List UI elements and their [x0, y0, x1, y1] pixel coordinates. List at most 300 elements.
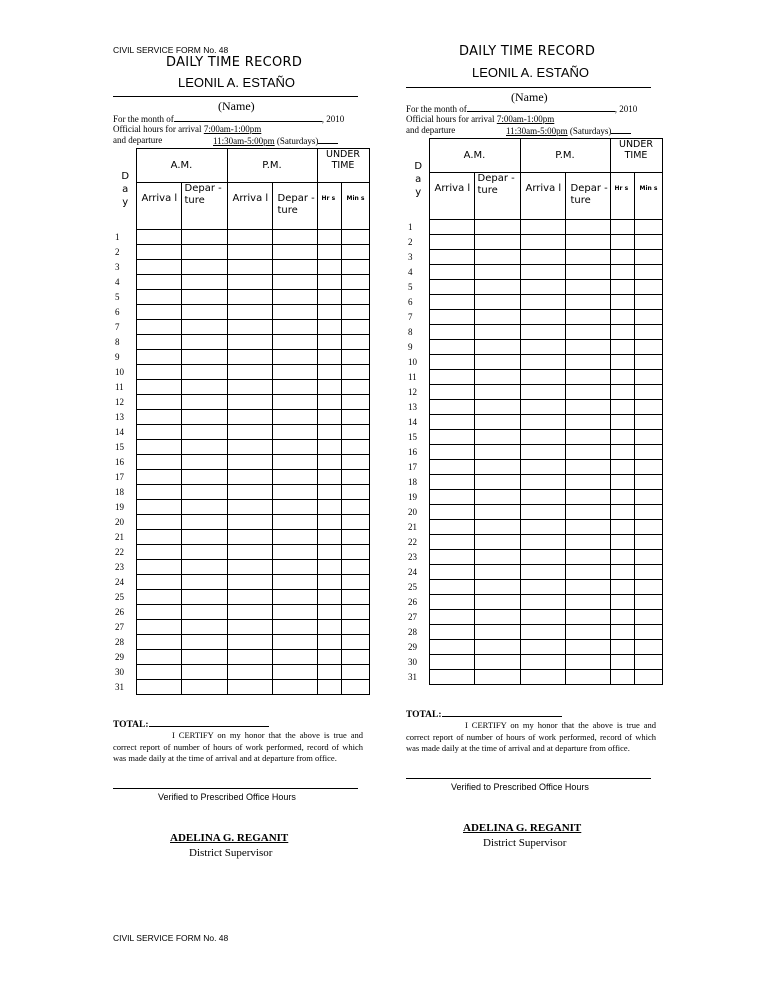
day-number: 9 — [115, 352, 120, 362]
table-row — [406, 370, 662, 385]
day-number: 1 — [115, 232, 120, 242]
undertime-mins-cell[interactable] — [634, 550, 662, 565]
day-header: D a y — [121, 170, 130, 208]
undertime-mins-cell[interactable] — [634, 595, 662, 610]
pm-departure-cell[interactable] — [565, 625, 610, 640]
table-row — [406, 475, 662, 490]
undertime-hrs-cell[interactable] — [610, 505, 634, 520]
pm-arrival-cell[interactable] — [520, 505, 565, 520]
day-number: 23 — [408, 552, 417, 562]
undertime-hrs-cell[interactable] — [610, 640, 634, 655]
table-row — [406, 340, 662, 355]
am-arrival-cell[interactable] — [429, 550, 474, 565]
undertime-hrs-cell[interactable] — [610, 310, 634, 325]
pm-departure-cell[interactable] — [565, 355, 610, 370]
am-departure-cell[interactable] — [474, 595, 520, 610]
day-number: 27 — [115, 622, 124, 632]
day-number: 16 — [115, 457, 124, 467]
day-number: 31 — [408, 672, 417, 682]
pm-arrival-cell[interactable] — [520, 520, 565, 535]
day-number: 12 — [115, 397, 124, 407]
day-number: 29 — [408, 642, 417, 652]
undertime-mins-cell[interactable] — [634, 385, 662, 400]
day-number: 12 — [408, 387, 417, 397]
undertime-mins-cell[interactable] — [634, 280, 662, 295]
am-departure-cell[interactable] — [474, 325, 520, 340]
departure-row — [506, 125, 631, 136]
undertime-hrs-cell[interactable] — [610, 415, 634, 430]
undertime-hrs-cell[interactable] — [610, 265, 634, 280]
table-row — [406, 460, 662, 475]
table-row — [406, 535, 662, 550]
table-row — [406, 355, 662, 370]
departure-label: and departure — [406, 125, 456, 135]
undertime-mins-cell[interactable] — [634, 520, 662, 535]
verified-label: Verified to Prescribed Office Hours — [451, 782, 589, 792]
departure-label: and departure — [113, 135, 163, 145]
undertime-hrs-cell[interactable] — [610, 610, 634, 625]
table-row — [406, 640, 662, 655]
undertime-hrs-cell[interactable] — [610, 535, 634, 550]
undertime-mins-cell[interactable] — [634, 340, 662, 355]
day-number: 1 — [408, 222, 413, 232]
table-row — [406, 445, 662, 460]
am-departure-cell[interactable] — [474, 220, 520, 235]
pm-departure-header: Depar -ture — [272, 183, 317, 230]
am-arrival-cell[interactable] — [429, 610, 474, 625]
am-arrival-cell[interactable] — [429, 310, 474, 325]
undertime-mins-cell[interactable] — [634, 445, 662, 460]
am-departure-header: Depar - ture — [181, 183, 227, 230]
am-arrival-cell[interactable] — [429, 415, 474, 430]
am-arrival-cell[interactable] — [429, 430, 474, 445]
undertime-mins-cell[interactable] — [634, 370, 662, 385]
pm-arrival-cell[interactable] — [520, 235, 565, 250]
am-arrival-cell[interactable] — [429, 280, 474, 295]
day-number: 5 — [115, 292, 120, 302]
pm-departure-cell[interactable] — [565, 460, 610, 475]
undertime-mins-cell[interactable] — [634, 220, 662, 235]
pm-arrival-cell[interactable] — [520, 595, 565, 610]
pm-arrival-cell[interactable] — [520, 325, 565, 340]
am-departure-cell[interactable] — [474, 310, 520, 325]
dtr-rows — [406, 220, 662, 685]
table-row — [406, 670, 662, 685]
pm-departure-cell[interactable] — [565, 655, 610, 670]
am-arrival-cell[interactable] — [429, 295, 474, 310]
table-row — [406, 490, 662, 505]
undertime-hrs-cell[interactable] — [610, 475, 634, 490]
table-row — [406, 550, 662, 565]
pm-departure-cell[interactable] — [565, 490, 610, 505]
am-departure-header: Depar - ture — [474, 173, 520, 220]
pm-departure-cell[interactable] — [565, 340, 610, 355]
table-row — [406, 520, 662, 535]
pm-arrival-cell[interactable] — [520, 550, 565, 565]
undertime-mins-cell[interactable] — [634, 265, 662, 280]
am-arrival-cell[interactable] — [429, 355, 474, 370]
day-number: 28 — [115, 637, 124, 647]
pm-arrival-cell[interactable] — [520, 250, 565, 265]
pm-arrival-cell[interactable] — [520, 385, 565, 400]
day-number: 10 — [115, 367, 124, 377]
undertime-mins-cell[interactable] — [634, 670, 662, 685]
am-arrival-cell[interactable] — [429, 535, 474, 550]
pm-arrival-cell[interactable] — [520, 640, 565, 655]
pm-arrival-cell[interactable] — [520, 265, 565, 280]
pm-arrival-cell[interactable] — [520, 280, 565, 295]
am-arrival-cell[interactable] — [429, 565, 474, 580]
am-departure-cell[interactable] — [474, 385, 520, 400]
am-arrival-cell[interactable] — [429, 475, 474, 490]
day-number: 20 — [115, 517, 124, 527]
am-departure-cell[interactable] — [474, 625, 520, 640]
day-number: 7 — [115, 322, 120, 332]
pm-departure-cell[interactable] — [565, 325, 610, 340]
am-departure-cell[interactable] — [474, 340, 520, 355]
pm-header: P.M. — [520, 139, 610, 173]
footer-form-number: CIVIL SERVICE FORM No. 48 — [113, 933, 229, 943]
undertime-hrs-cell[interactable] — [610, 295, 634, 310]
form-number: CIVIL SERVICE FORM No. 48 — [113, 45, 229, 55]
am-departure-cell[interactable] — [474, 400, 520, 415]
pm-departure-cell[interactable] — [565, 265, 610, 280]
undertime-mins-cell[interactable] — [634, 430, 662, 445]
pm-departure-cell[interactable] — [565, 580, 610, 595]
total-label: TOTAL: — [113, 718, 269, 730]
employee-name: LEONIL A. ESTAÑO — [178, 75, 296, 90]
am-departure-cell[interactable] — [474, 670, 520, 685]
undertime-mins-cell[interactable] — [634, 460, 662, 475]
undertime-hrs-cell[interactable] — [610, 625, 634, 640]
pm-arrival-cell[interactable] — [520, 400, 565, 415]
pm-departure-cell[interactable] — [565, 415, 610, 430]
am-arrival-cell[interactable] — [429, 595, 474, 610]
table-row — [406, 505, 662, 520]
undertime-hrs-cell[interactable] — [610, 655, 634, 670]
hrs-header: Hr s — [317, 183, 341, 230]
total-label: TOTAL: — [406, 708, 562, 720]
am-departure-cell[interactable] — [474, 610, 520, 625]
day-number: 7 — [408, 312, 413, 322]
day-number: 14 — [408, 417, 417, 427]
undertime-header: UNDER TIME — [317, 149, 369, 183]
undertime-hrs-cell[interactable] — [610, 580, 634, 595]
am-departure-cell[interactable] — [474, 550, 520, 565]
undertime-hrs-cell[interactable] — [610, 400, 634, 415]
undertime-mins-cell[interactable] — [634, 475, 662, 490]
mins-header: Min s — [634, 173, 662, 220]
undertime-hrs-cell[interactable] — [610, 445, 634, 460]
form-title: DAILY TIME RECORD — [166, 55, 303, 70]
year-label: , 2010 — [321, 114, 345, 124]
am-arrival-cell[interactable] — [429, 325, 474, 340]
pm-arrival-cell[interactable] — [520, 670, 565, 685]
am-arrival-cell[interactable] — [429, 655, 474, 670]
am-departure-cell[interactable] — [474, 250, 520, 265]
certification-text: I CERTIFY on my honor that the above is true and correct report of number of hours of work performed, record of which was made daily at the time of arrival and at departure from office. — [113, 730, 363, 763]
pm-departure-cell[interactable] — [565, 550, 610, 565]
am-arrival-cell[interactable] — [429, 490, 474, 505]
am-arrival-cell[interactable] — [429, 250, 474, 265]
undertime-hrs-cell[interactable] — [610, 355, 634, 370]
day-number: 30 — [115, 667, 124, 677]
day-number: 26 — [115, 607, 124, 617]
undertime-hrs-cell[interactable] — [610, 550, 634, 565]
undertime-hrs-cell[interactable] — [610, 250, 634, 265]
pm-arrival-cell[interactable] — [520, 370, 565, 385]
pm-arrival-cell[interactable] — [520, 490, 565, 505]
am-departure-cell[interactable] — [474, 490, 520, 505]
am-arrival-cell[interactable] — [429, 670, 474, 685]
table-row — [406, 400, 662, 415]
am-departure-cell[interactable] — [474, 640, 520, 655]
pm-departure-header: Depar -ture — [565, 173, 610, 220]
pm-arrival-cell[interactable] — [520, 535, 565, 550]
table-row — [406, 385, 662, 400]
pm-departure-cell[interactable] — [565, 595, 610, 610]
day-number: 16 — [408, 447, 417, 457]
am-departure-cell[interactable] — [474, 295, 520, 310]
undertime-hrs-cell[interactable] — [610, 520, 634, 535]
day-number: 30 — [408, 657, 417, 667]
undertime-hrs-cell[interactable] — [610, 370, 634, 385]
official-hours-label: Official hours for arrival — [113, 124, 202, 134]
am-departure-cell[interactable] — [474, 355, 520, 370]
pm-arrival-cell[interactable] — [520, 475, 565, 490]
day-number: 11 — [115, 382, 124, 392]
am-arrival-cell[interactable] — [429, 340, 474, 355]
undertime-mins-cell[interactable] — [634, 565, 662, 580]
supervisor-name: ADELINA G. REGANIT — [463, 822, 582, 834]
pm-arrival-cell[interactable] — [520, 460, 565, 475]
undertime-mins-cell[interactable] — [634, 625, 662, 640]
am-departure-cell[interactable] — [474, 430, 520, 445]
am-arrival-cell[interactable] — [429, 220, 474, 235]
undertime-mins-cell[interactable] — [634, 355, 662, 370]
am-departure-cell[interactable] — [474, 415, 520, 430]
undertime-mins-cell[interactable] — [634, 535, 662, 550]
table-row — [406, 265, 662, 280]
pm-departure-cell[interactable] — [565, 640, 610, 655]
pm-departure-cell[interactable] — [565, 505, 610, 520]
am-departure-cell[interactable] — [474, 565, 520, 580]
pm-departure-cell[interactable] — [565, 535, 610, 550]
undertime-mins-cell[interactable] — [634, 415, 662, 430]
table-row — [406, 325, 662, 340]
hrs-header: Hr s — [610, 173, 634, 220]
undertime-hrs-cell[interactable] — [610, 385, 634, 400]
undertime-hrs-cell[interactable] — [610, 565, 634, 580]
am-arrival-cell[interactable] — [429, 460, 474, 475]
pm-arrival-header: Arriva l — [520, 173, 565, 220]
table-row — [406, 235, 662, 250]
am-departure-cell[interactable] — [474, 580, 520, 595]
pm-arrival-cell[interactable] — [520, 220, 565, 235]
pm-departure-cell[interactable] — [565, 610, 610, 625]
saturdays-label: (Saturdays) — [276, 136, 319, 146]
am-arrival-cell[interactable] — [429, 640, 474, 655]
departure-value: 11:30am-5:00pm — [213, 136, 275, 146]
pm-arrival-cell[interactable] — [520, 340, 565, 355]
am-departure-cell[interactable] — [474, 235, 520, 250]
pm-arrival-cell[interactable] — [520, 445, 565, 460]
pm-arrival-cell[interactable] — [520, 355, 565, 370]
day-number: 20 — [408, 507, 417, 517]
undertime-hrs-cell[interactable] — [610, 340, 634, 355]
undertime-hrs-cell[interactable] — [610, 670, 634, 685]
official-hours-value: 7:00am-1:00pm — [203, 124, 262, 134]
signature-line[interactable] — [406, 778, 651, 779]
am-arrival-cell[interactable] — [429, 385, 474, 400]
undertime-mins-cell[interactable] — [634, 640, 662, 655]
pm-arrival-cell[interactable] — [520, 310, 565, 325]
pm-departure-cell[interactable] — [565, 295, 610, 310]
undertime-mins-cell[interactable] — [634, 505, 662, 520]
pm-departure-cell[interactable] — [565, 565, 610, 580]
day-number: 3 — [408, 252, 413, 262]
undertime-mins-cell[interactable] — [634, 490, 662, 505]
table-row — [406, 280, 662, 295]
am-arrival-cell[interactable] — [429, 520, 474, 535]
day-number: 2 — [408, 237, 413, 247]
day-number: 6 — [115, 307, 120, 317]
day-number: 22 — [408, 537, 417, 547]
pm-arrival-cell[interactable] — [520, 580, 565, 595]
pm-arrival-header: Arriva l — [227, 183, 272, 230]
am-departure-cell[interactable] — [474, 655, 520, 670]
pm-departure-cell[interactable] — [565, 385, 610, 400]
day-number: 19 — [408, 492, 417, 502]
table-row — [406, 310, 662, 325]
undertime-mins-cell[interactable] — [634, 655, 662, 670]
pm-departure-cell[interactable] — [565, 310, 610, 325]
mins-header: Min s — [341, 183, 369, 230]
day-number: 15 — [408, 432, 417, 442]
pm-departure-cell[interactable] — [565, 430, 610, 445]
pm-departure-cell[interactable] — [565, 220, 610, 235]
undertime-mins-cell[interactable] — [634, 250, 662, 265]
am-arrival-cell[interactable] — [429, 625, 474, 640]
day-number: 21 — [408, 522, 417, 532]
day-number: 15 — [115, 442, 124, 452]
undertime-hrs-cell[interactable] — [610, 595, 634, 610]
am-arrival-cell[interactable] — [429, 370, 474, 385]
undertime-hrs-cell[interactable] — [610, 280, 634, 295]
undertime-mins-cell[interactable] — [634, 310, 662, 325]
day-number: 24 — [115, 577, 124, 587]
undertime-hrs-cell[interactable] — [610, 490, 634, 505]
undertime-hrs-cell[interactable] — [610, 460, 634, 475]
pm-departure-cell[interactable] — [565, 520, 610, 535]
am-departure-cell[interactable] — [474, 280, 520, 295]
form-title: DAILY TIME RECORD — [459, 44, 596, 59]
verified-label: Verified to Prescribed Office Hours — [158, 792, 296, 802]
day-number: 26 — [408, 597, 417, 607]
undertime-mins-cell[interactable] — [634, 235, 662, 250]
undertime-mins-cell[interactable] — [634, 325, 662, 340]
am-arrival-cell[interactable] — [429, 505, 474, 520]
pm-departure-cell[interactable] — [565, 670, 610, 685]
undertime-hrs-cell[interactable] — [610, 325, 634, 340]
pm-departure-cell[interactable] — [565, 400, 610, 415]
year-label: , 2010 — [614, 104, 638, 114]
pm-departure-cell[interactable] — [565, 445, 610, 460]
pm-arrival-cell[interactable] — [520, 625, 565, 640]
am-arrival-cell[interactable] — [429, 445, 474, 460]
am-departure-cell[interactable] — [474, 505, 520, 520]
undertime-mins-cell[interactable] — [634, 610, 662, 625]
official-hours-label: Official hours for arrival — [406, 114, 495, 124]
am-departure-cell[interactable] — [474, 265, 520, 280]
table-row — [406, 415, 662, 430]
undertime-mins-cell[interactable] — [634, 400, 662, 415]
pm-departure-cell[interactable] — [565, 370, 610, 385]
supervisor-name: ADELINA G. REGANIT — [170, 832, 289, 844]
day-number: 18 — [408, 477, 417, 487]
am-arrival-header: Arriva l — [429, 173, 474, 220]
name-label: (Name) — [511, 90, 548, 104]
am-departure-cell[interactable] — [474, 520, 520, 535]
day-number: 13 — [408, 402, 417, 412]
am-departure-cell[interactable] — [474, 445, 520, 460]
am-departure-cell[interactable] — [474, 460, 520, 475]
undertime-mins-cell[interactable] — [634, 295, 662, 310]
am-arrival-cell[interactable] — [429, 400, 474, 415]
pm-departure-cell[interactable] — [565, 250, 610, 265]
pm-departure-cell[interactable] — [565, 280, 610, 295]
pm-arrival-cell[interactable] — [520, 610, 565, 625]
pm-arrival-cell[interactable] — [520, 295, 565, 310]
certification-text: I CERTIFY on my honor that the above is true and correct report of number of hours of work performed, record of which was made daily at the time of arrival and at departure from office. — [406, 720, 656, 753]
day-number: 14 — [115, 427, 124, 437]
pm-departure-cell[interactable] — [565, 235, 610, 250]
am-header: A.M. — [429, 139, 520, 173]
pm-arrival-cell[interactable] — [520, 415, 565, 430]
am-departure-cell[interactable] — [474, 370, 520, 385]
supervisor-title: District Supervisor — [483, 837, 567, 849]
day-number: 4 — [408, 267, 413, 277]
day-number: 25 — [115, 592, 124, 602]
am-arrival-header: Arriva l — [136, 183, 181, 230]
table-row — [406, 610, 662, 625]
month-field[interactable] — [467, 103, 615, 112]
undertime-hrs-cell[interactable] — [610, 235, 634, 250]
table-row — [406, 250, 662, 265]
name-underline — [406, 87, 651, 88]
table-row — [406, 655, 662, 670]
am-departure-cell[interactable] — [474, 535, 520, 550]
day-number: 31 — [115, 682, 124, 692]
am-arrival-cell[interactable] — [429, 265, 474, 280]
dtr-table — [406, 138, 663, 685]
undertime-hrs-cell[interactable] — [610, 220, 634, 235]
day-header: D a y — [414, 160, 423, 198]
pm-arrival-cell[interactable] — [520, 655, 565, 670]
table-row — [406, 565, 662, 580]
pm-arrival-cell[interactable] — [520, 565, 565, 580]
am-arrival-cell[interactable] — [429, 580, 474, 595]
day-number: 13 — [115, 412, 124, 422]
undertime-mins-cell[interactable] — [634, 580, 662, 595]
am-arrival-cell[interactable] — [429, 235, 474, 250]
pm-arrival-cell[interactable] — [520, 430, 565, 445]
pm-departure-cell[interactable] — [565, 475, 610, 490]
am-departure-cell[interactable] — [474, 475, 520, 490]
undertime-hrs-cell[interactable] — [610, 430, 634, 445]
day-number: 22 — [115, 547, 124, 557]
day-number: 5 — [408, 282, 413, 292]
